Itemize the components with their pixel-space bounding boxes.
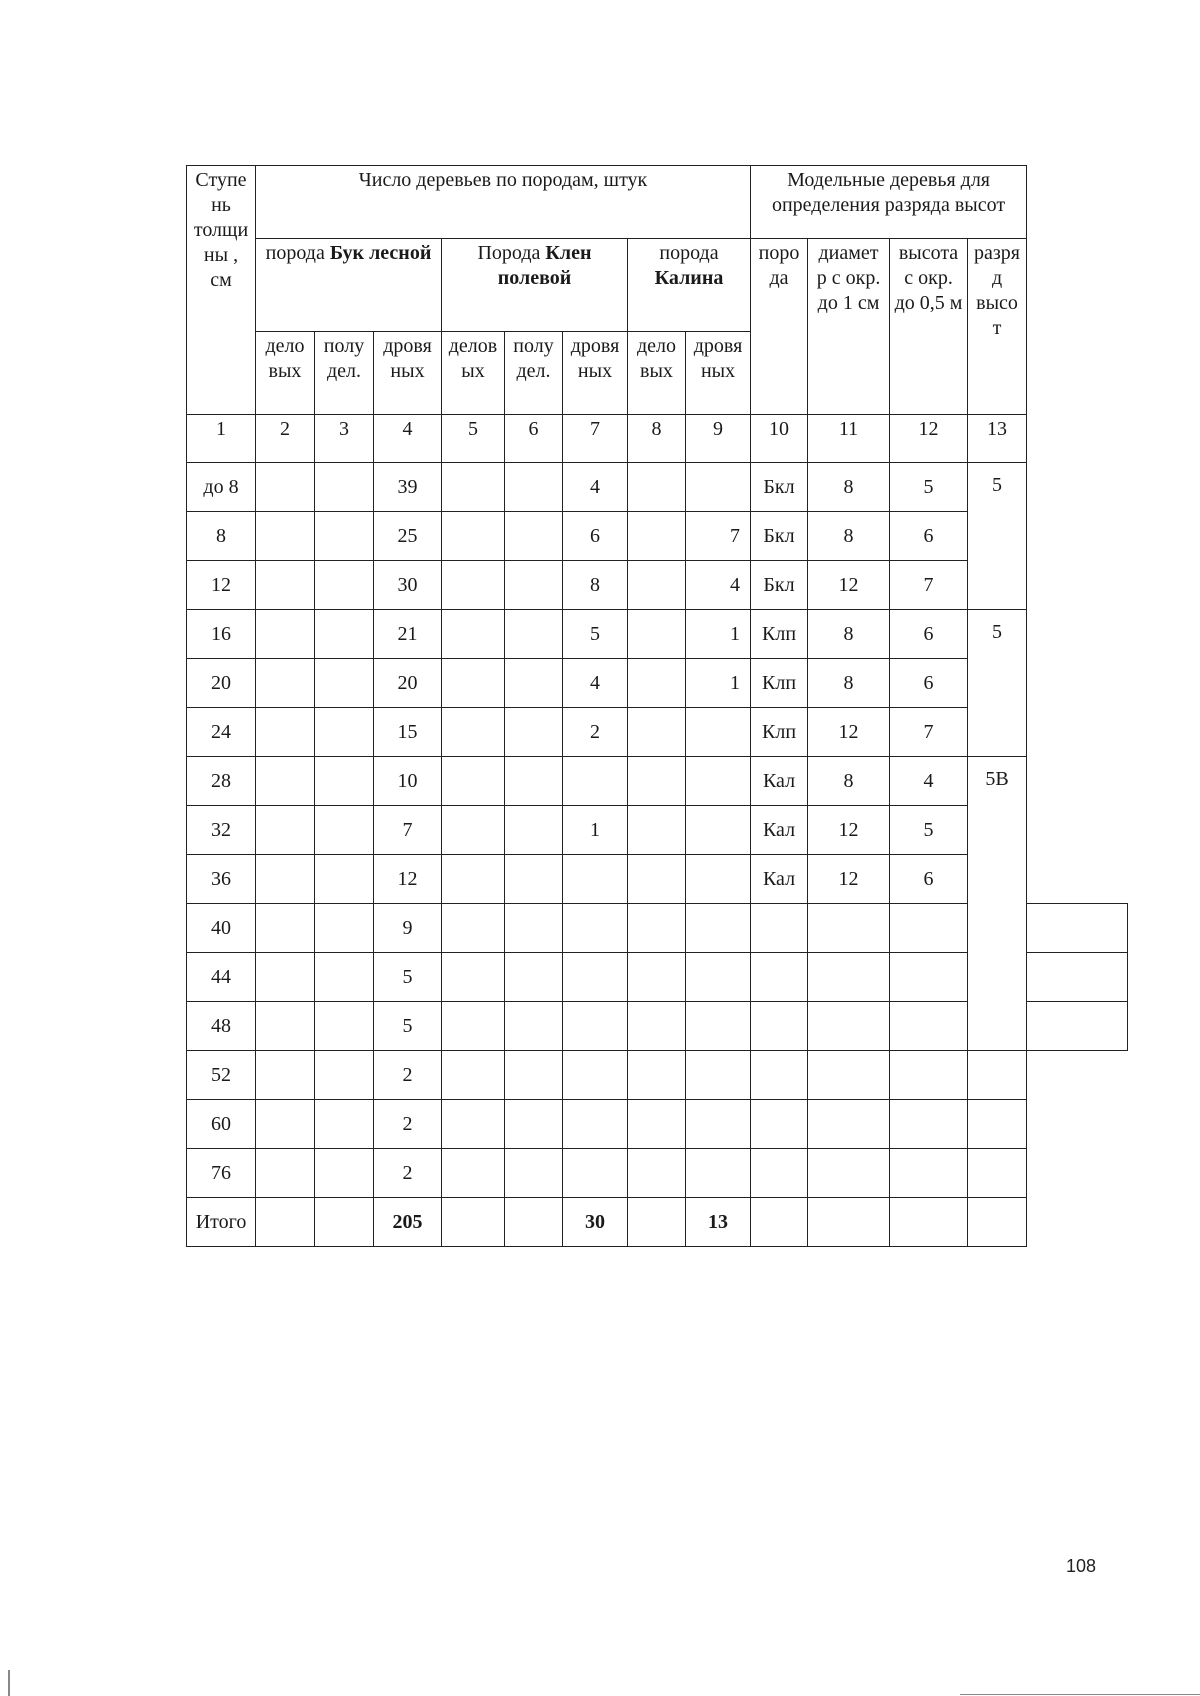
table-cell [628, 659, 686, 708]
table-cell [442, 806, 505, 855]
column-number: 13 [968, 415, 1027, 463]
model-height-class: 5 [968, 610, 1027, 757]
row-stage: 48 [187, 1002, 256, 1051]
table-cell [442, 659, 505, 708]
model-height [890, 1100, 968, 1149]
table-cell [442, 463, 505, 512]
table-cell [505, 512, 563, 561]
header-diameter: диамет р с окр. до 1 см [808, 239, 890, 415]
table-cell [442, 953, 505, 1002]
model-species [751, 1051, 808, 1100]
model-height: 6 [890, 659, 968, 708]
total-label: Итого [187, 1198, 256, 1247]
model-height: 5 [890, 806, 968, 855]
model-diameter [808, 904, 890, 953]
viburnum-firewood-count [686, 1051, 751, 1100]
table-cell [505, 1100, 563, 1149]
maple-firewood-count [563, 757, 628, 806]
table-cell [315, 953, 374, 1002]
table-cell [751, 1198, 808, 1247]
table-cell [628, 463, 686, 512]
header-maple-half-business: полу дел. [505, 332, 563, 415]
model-height: 7 [890, 561, 968, 610]
viburnum-firewood-count [686, 708, 751, 757]
table-cell [256, 1149, 315, 1198]
model-height: 5 [890, 463, 968, 512]
model-species: Кал [751, 757, 808, 806]
model-diameter: 8 [808, 757, 890, 806]
column-number: 3 [315, 415, 374, 463]
table-cell [628, 953, 686, 1002]
column-number: 2 [256, 415, 315, 463]
table-cell [256, 463, 315, 512]
table-cell [505, 757, 563, 806]
model-species: Клп [751, 708, 808, 757]
column-number: 12 [890, 415, 968, 463]
maple-firewood-count [563, 904, 628, 953]
table-row [187, 1149, 1128, 1198]
model-height: 7 [890, 708, 968, 757]
beech-firewood-count: 7 [374, 806, 442, 855]
table-cell [628, 904, 686, 953]
column-number: 4 [374, 415, 442, 463]
beech-firewood-count: 30 [374, 561, 442, 610]
table-cell [442, 855, 505, 904]
table-cell [442, 512, 505, 561]
table-cell [315, 659, 374, 708]
maple-firewood-count [563, 1002, 628, 1051]
model-diameter [808, 1051, 890, 1100]
beech-firewood-count: 2 [374, 1100, 442, 1149]
header-stage: Ступе нь толщи ны , см [187, 166, 256, 415]
model-species: Клп [751, 659, 808, 708]
model-diameter [808, 1149, 890, 1198]
model-height [890, 953, 968, 1002]
total-maple: 30 [563, 1198, 628, 1247]
column-number: 6 [505, 415, 563, 463]
beech-firewood-count: 25 [374, 512, 442, 561]
table-cell [968, 1100, 1027, 1149]
viburnum-firewood-count [686, 855, 751, 904]
beech-firewood-count: 2 [374, 1149, 442, 1198]
table-cell [315, 1198, 374, 1247]
model-species [751, 1149, 808, 1198]
row-stage: до 8 [187, 463, 256, 512]
table-cell [256, 1100, 315, 1149]
table-cell [628, 1198, 686, 1247]
table-cell [628, 1002, 686, 1051]
table-cell [890, 1198, 968, 1247]
table-cell [442, 1051, 505, 1100]
column-number: 8 [628, 415, 686, 463]
viburnum-firewood-count [686, 806, 751, 855]
header-beech-half-business: полу дел. [315, 332, 374, 415]
model-height [890, 1149, 968, 1198]
model-height: 6 [890, 512, 968, 561]
table-cell [256, 1198, 315, 1247]
table-cell [808, 1198, 890, 1247]
column-number: 11 [808, 415, 890, 463]
table-cell [315, 1002, 374, 1051]
maple-firewood-count: 5 [563, 610, 628, 659]
table-cell [442, 1002, 505, 1051]
beech-firewood-count: 2 [374, 1051, 442, 1100]
table-cell [442, 610, 505, 659]
model-diameter [808, 1002, 890, 1051]
row-stage: 60 [187, 1100, 256, 1149]
column-number: 7 [563, 415, 628, 463]
viburnum-firewood-count [686, 1002, 751, 1051]
table-cell [315, 1100, 374, 1149]
table-cell [505, 610, 563, 659]
viburnum-firewood-count [686, 953, 751, 1002]
table-cell [256, 1051, 315, 1100]
table-cell [505, 904, 563, 953]
beech-firewood-count: 9 [374, 904, 442, 953]
table-cell [442, 1198, 505, 1247]
column-number: 9 [686, 415, 751, 463]
model-species: Клп [751, 610, 808, 659]
maple-firewood-count [563, 1149, 628, 1198]
beech-firewood-count: 10 [374, 757, 442, 806]
table-cell [628, 757, 686, 806]
header-maple-business: делов ых [442, 332, 505, 415]
table-cell [968, 1149, 1027, 1198]
table-cell [315, 708, 374, 757]
table-cell [442, 708, 505, 757]
row-stage: 8 [187, 512, 256, 561]
model-diameter: 12 [808, 708, 890, 757]
row-stage: 52 [187, 1051, 256, 1100]
table-cell [315, 610, 374, 659]
model-diameter: 12 [808, 855, 890, 904]
table-cell [505, 1002, 563, 1051]
row-stage: 32 [187, 806, 256, 855]
header-beech-firewood: дровя ных [374, 332, 442, 415]
row-stage: 28 [187, 757, 256, 806]
beech-firewood-count: 15 [374, 708, 442, 757]
column-number: 1 [187, 415, 256, 463]
model-species [751, 953, 808, 1002]
row-stage: 44 [187, 953, 256, 1002]
table-cell [505, 953, 563, 1002]
viburnum-firewood-count [686, 904, 751, 953]
maple-firewood-count: 8 [563, 561, 628, 610]
table-cell [1027, 904, 1128, 953]
table-cell [505, 806, 563, 855]
scan-artifact-mark [8, 1670, 10, 1696]
model-height: 6 [890, 610, 968, 659]
table-cell [968, 1198, 1027, 1247]
table-cell [256, 953, 315, 1002]
table-cell [315, 806, 374, 855]
viburnum-firewood-count [686, 757, 751, 806]
header-beech-business: дело вых [256, 332, 315, 415]
model-height [890, 1051, 968, 1100]
model-species: Кал [751, 855, 808, 904]
table-row [187, 757, 1128, 806]
model-diameter: 8 [808, 610, 890, 659]
table-cell [505, 561, 563, 610]
header-count-by-species: Число деревьев по породам, штук [256, 166, 751, 239]
table-cell [442, 757, 505, 806]
viburnum-firewood-count: 4 [686, 561, 751, 610]
model-species: Бкл [751, 463, 808, 512]
table-row [187, 463, 1128, 512]
maple-firewood-count: 4 [563, 659, 628, 708]
table-cell [442, 1149, 505, 1198]
model-height: 4 [890, 757, 968, 806]
row-stage: 24 [187, 708, 256, 757]
model-species: Бкл [751, 512, 808, 561]
table-cell [505, 659, 563, 708]
table-cell [256, 561, 315, 610]
table-cell [315, 512, 374, 561]
model-species: Кал [751, 806, 808, 855]
table-cell [442, 904, 505, 953]
header-height-class: разря д высо т [968, 239, 1027, 415]
scan-artifact-line [960, 1694, 1200, 1695]
row-stage: 76 [187, 1149, 256, 1198]
viburnum-firewood-count: 7 [686, 512, 751, 561]
model-species [751, 904, 808, 953]
tree-tally-table [186, 165, 1128, 1247]
table-cell [628, 708, 686, 757]
table-cell [1027, 1002, 1128, 1051]
table-cell [505, 463, 563, 512]
table-cell [505, 1051, 563, 1100]
table-cell [315, 904, 374, 953]
maple-firewood-count [563, 953, 628, 1002]
maple-firewood-count [563, 1100, 628, 1149]
table-cell [1027, 953, 1128, 1002]
model-height-class: 5В [968, 757, 1027, 1051]
model-species [751, 1100, 808, 1149]
table-cell [315, 561, 374, 610]
maple-firewood-count: 4 [563, 463, 628, 512]
table-cell [315, 1149, 374, 1198]
table-cell [256, 806, 315, 855]
total-viburnum: 13 [686, 1198, 751, 1247]
beech-firewood-count: 39 [374, 463, 442, 512]
header-maple-firewood: дровя ных [563, 332, 628, 415]
header-viburnum-business: дело вых [628, 332, 686, 415]
maple-firewood-count [563, 855, 628, 904]
table-cell [256, 512, 315, 561]
table-cell [256, 855, 315, 904]
table-cell [256, 708, 315, 757]
header-maple: Порода Клен полевой [442, 239, 628, 332]
table-row [187, 1051, 1128, 1100]
beech-firewood-count: 12 [374, 855, 442, 904]
header-viburnum-firewood: дровя ных [686, 332, 751, 415]
header-height: высота с окр. до 0,5 м [890, 239, 968, 415]
table-cell [442, 1100, 505, 1149]
header-model-trees: Модельные деревья для определения разряда высот [751, 166, 1027, 239]
model-height: 6 [890, 855, 968, 904]
maple-firewood-count: 6 [563, 512, 628, 561]
column-number: 5 [442, 415, 505, 463]
table-cell [505, 855, 563, 904]
row-stage: 36 [187, 855, 256, 904]
model-diameter [808, 953, 890, 1002]
viburnum-firewood-count: 1 [686, 659, 751, 708]
table-cell [256, 659, 315, 708]
table-cell [315, 757, 374, 806]
row-stage: 12 [187, 561, 256, 610]
viburnum-firewood-count [686, 1149, 751, 1198]
beech-firewood-count: 5 [374, 1002, 442, 1051]
column-numbers-row [187, 415, 1128, 463]
viburnum-firewood-count [686, 1100, 751, 1149]
table-cell [442, 561, 505, 610]
row-stage: 40 [187, 904, 256, 953]
row-stage: 20 [187, 659, 256, 708]
table-cell [628, 1051, 686, 1100]
table-cell [628, 1149, 686, 1198]
table-cell [505, 1198, 563, 1247]
beech-firewood-count: 20 [374, 659, 442, 708]
model-height [890, 1002, 968, 1051]
beech-firewood-count: 21 [374, 610, 442, 659]
table-cell [628, 610, 686, 659]
table-cell [968, 1051, 1027, 1100]
maple-firewood-count: 1 [563, 806, 628, 855]
model-species [751, 1002, 808, 1051]
table-cell [628, 512, 686, 561]
total-row [187, 1198, 1128, 1247]
table-cell [505, 708, 563, 757]
header-beech: порода Бук лесной [256, 239, 442, 332]
table-cell [628, 1100, 686, 1149]
model-diameter: 12 [808, 806, 890, 855]
table-cell [315, 1051, 374, 1100]
model-height-class: 5 [968, 463, 1027, 610]
row-stage: 16 [187, 610, 256, 659]
table-cell [628, 561, 686, 610]
model-species: Бкл [751, 561, 808, 610]
table-cell [256, 610, 315, 659]
page-number: 108 [1066, 1556, 1097, 1576]
viburnum-firewood-count: 1 [686, 610, 751, 659]
model-height [890, 904, 968, 953]
model-diameter: 8 [808, 659, 890, 708]
total-beech: 205 [374, 1198, 442, 1247]
maple-firewood-count [563, 1051, 628, 1100]
table-cell [628, 855, 686, 904]
model-diameter [808, 1100, 890, 1149]
table-row [187, 610, 1128, 659]
maple-firewood-count: 2 [563, 708, 628, 757]
table-cell [256, 1002, 315, 1051]
table-row [187, 1100, 1128, 1149]
viburnum-firewood-count [686, 463, 751, 512]
table-cell [505, 1149, 563, 1198]
table-cell [256, 757, 315, 806]
table-cell [256, 904, 315, 953]
header-viburnum: порода Калина [628, 239, 751, 332]
column-number: 10 [751, 415, 808, 463]
model-diameter: 8 [808, 463, 890, 512]
beech-firewood-count: 5 [374, 953, 442, 1002]
model-diameter: 12 [808, 561, 890, 610]
table-cell [315, 855, 374, 904]
table-cell [628, 806, 686, 855]
table-cell [315, 463, 374, 512]
header-species: поро да [751, 239, 808, 415]
model-diameter: 8 [808, 512, 890, 561]
